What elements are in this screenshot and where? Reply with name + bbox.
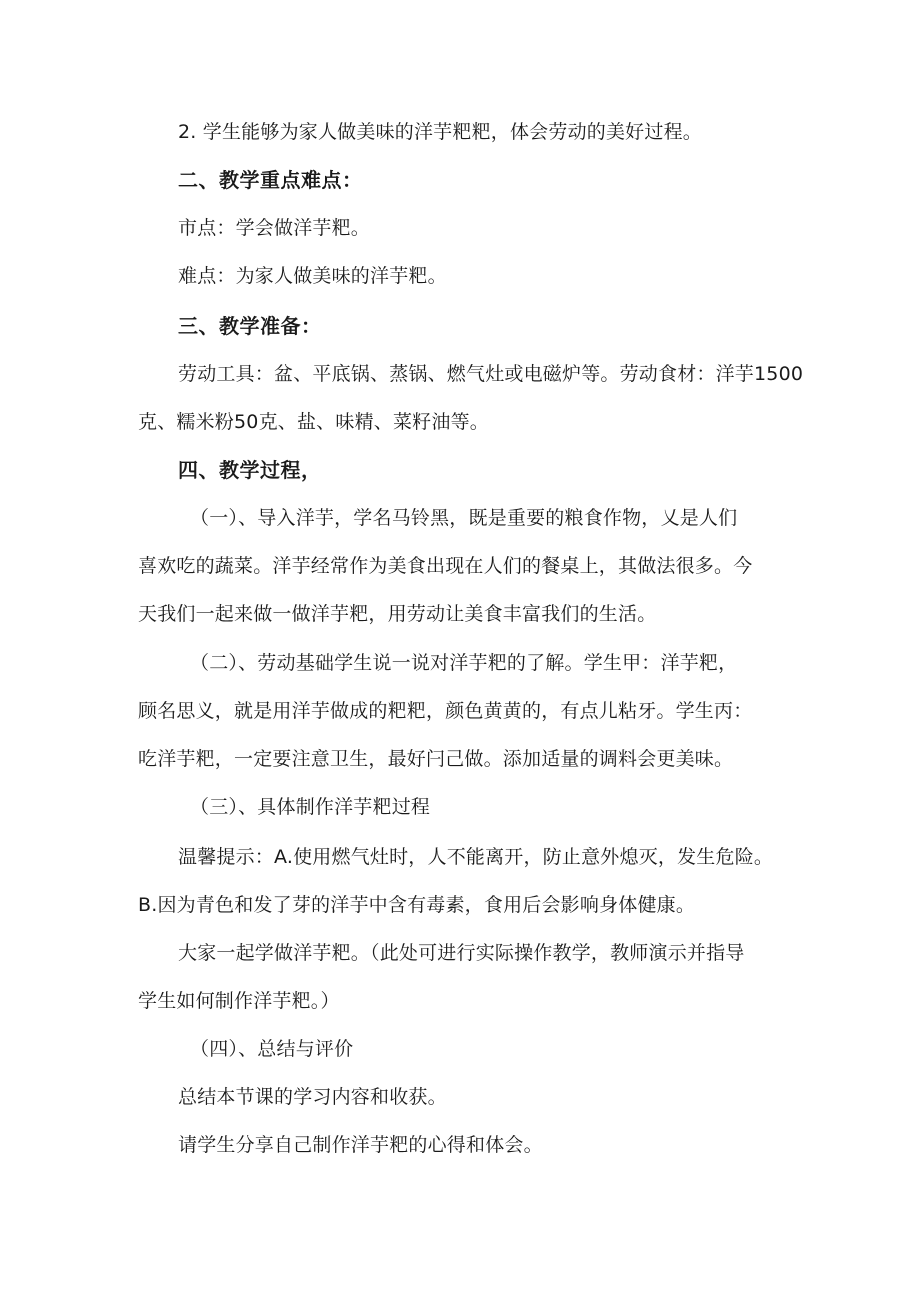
step-2-line-3: 吃洋芋粑，一定要注意卫生，最好闩己做。添加适量的调料会更美味。 (138, 748, 734, 770)
section-2-heading: 二、教学重点难点： (178, 168, 363, 192)
step-1-line-2: 喜欢吃的蔬菜。洋芋经常作为美食出现在人们的餐桌上，其做法很多。今 (138, 555, 753, 577)
section-4-heading: 四、教学过程， (178, 458, 322, 482)
preparation-line-2: 克、糯米粉50克、盐、味精、菜籽油等。 (138, 411, 489, 433)
practice-line-1: 大家一起学做洋芋粑。（此处可进行实际操作教学，教师演示并指导 (178, 942, 745, 964)
summary-line: 总结本节课的学习内容和收获。 (178, 1086, 447, 1108)
objective-2: 2. 学生能够为家人做美味的洋芋粑粑，体会劳动的美好过程。 (178, 121, 702, 143)
difficult-point: 难点：为家人做美味的洋芋粑。 (178, 265, 447, 287)
step-4-heading: （四）、总结与评价 (190, 1038, 354, 1060)
key-point: 市点：学会做洋芋粑。 (178, 217, 371, 239)
share-line: 请学生分享自己制作洋芋粑的心得和体会。 (178, 1134, 543, 1156)
step-1-line-3: 天我们一起来做一做洋芋粑，用劳动让美食丰富我们的生活。 (138, 603, 657, 625)
preparation-line-1: 劳动工具：盆、平底锅、蒸锅、燃气灶或电磁炉等。劳动食材：洋芋1500 (178, 363, 804, 385)
practice-line-2: 学生如何制作洋芋粑。） (138, 990, 340, 1012)
tip-line-1: 温馨提示：A.使用燃气灶时，人不能离开，防止意外熄灭，发生危险。 (178, 846, 774, 868)
step-2-line-2: 顾名思义，就是用洋芋做成的粑粑，颜色黄黄的，有点儿粘牙。学生丙： (138, 700, 753, 722)
section-3-heading: 三、教学准备： (178, 314, 322, 338)
step-3-heading: （三）、具体制作洋芋粑过程 (190, 796, 431, 818)
step-1-line-1: （一）、导入洋芋，学名马铃黑，既是重要的粮食作物，乂是人们 (190, 507, 738, 529)
tip-line-2: B.因为青色和发了芽的洋芋中含有毒素，食用后会影响身体健康。 (138, 894, 696, 916)
step-2-line-1: （二）、劳动基础学生说一说对洋芋粑的了解。学生甲：洋芋粑， (190, 652, 738, 674)
